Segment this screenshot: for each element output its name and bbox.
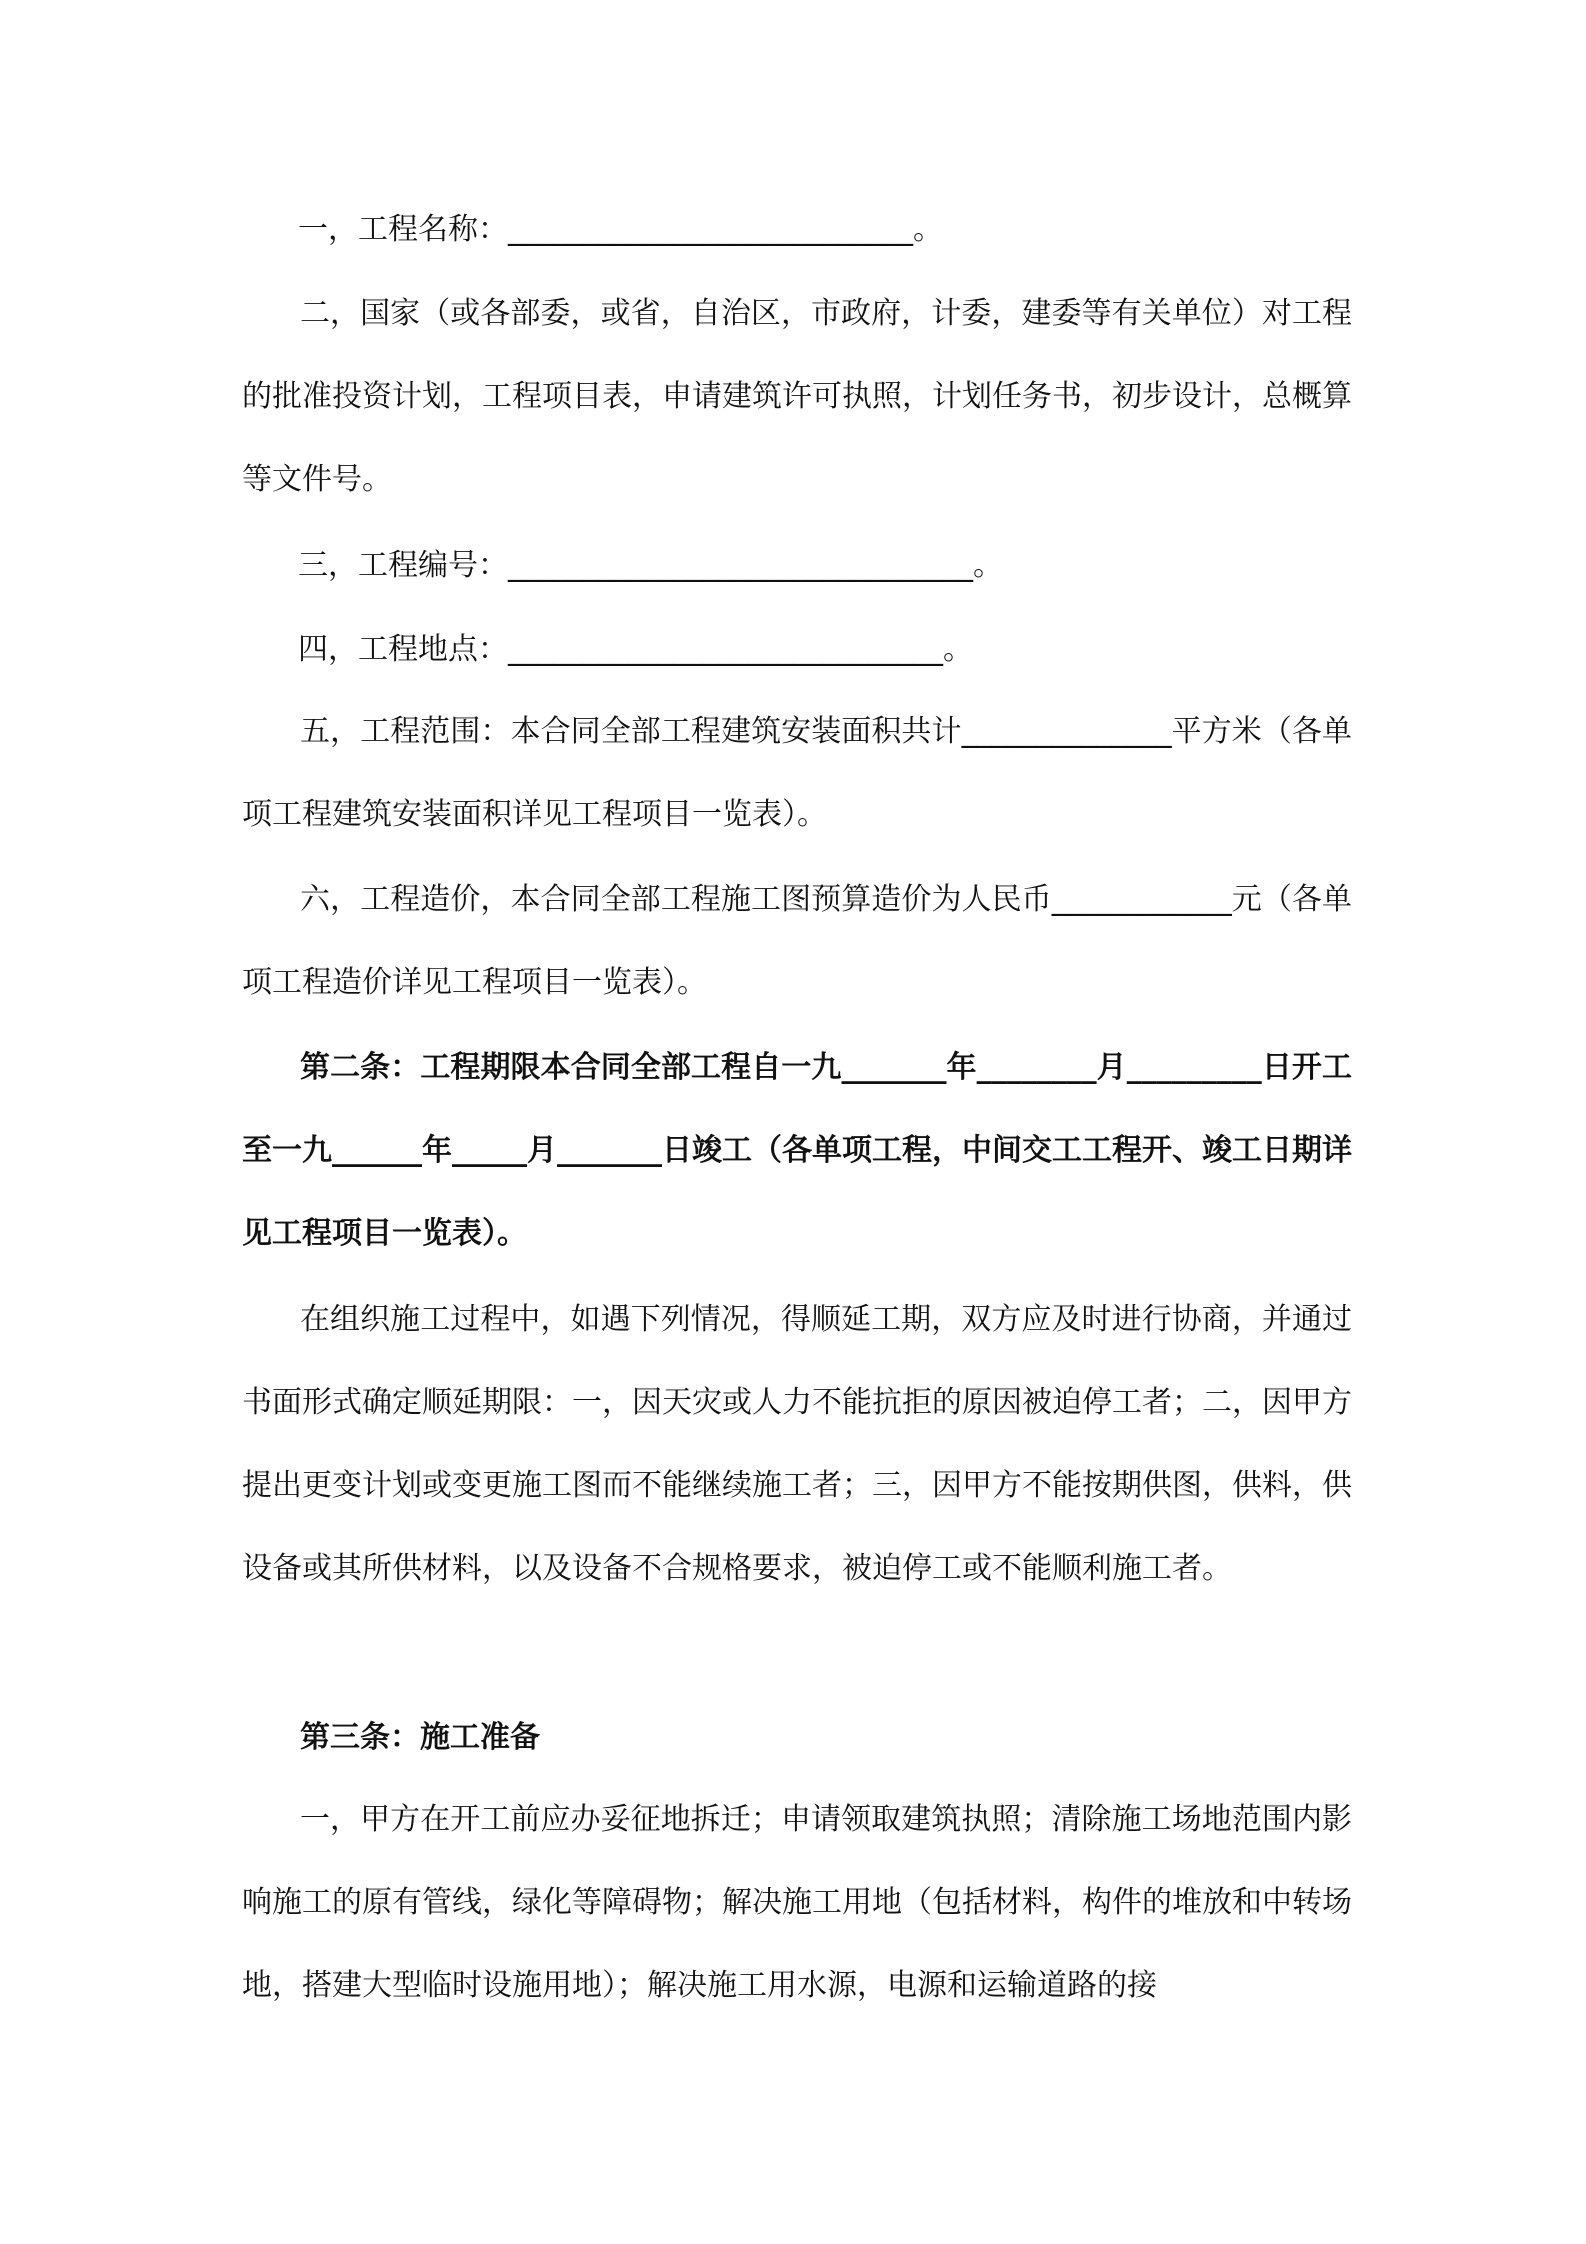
- project-number-line: 三，工程编号：_______________________________。: [298, 548, 1003, 583]
- project-cost-paragraph: 六，工程造价，本合同全部工程施工图预算造价为人民币____________元（各单项工程造价详见工程项目一览表）。: [242, 882, 1352, 1000]
- delay-conditions-paragraph: 在组织施工过程中，如遇下列情况，得顺延工期，双方应及时进行协商，并通过书面形式确定顺延期限：一，因天灾或人力不能抗拒的原因被迫停工者；二，因甲方提出更变计划或变更施工图而不能继续施工者；三，因甲方不能按期供图，供料，供设备或其所供材料，以及设备不合规格要求，被迫停工或不能顺利施工者。: [242, 1302, 1352, 1586]
- project-name-line: 一，工程名称：___________________________。: [298, 212, 943, 247]
- construction-preparation-paragraph: 一，甲方在开工前应办妥征地拆迁；申请领取建筑执照；清除施工场地范围内影响施工的原有管线，绿化等障碍物；解决施工用地（包括材料，构件的堆放和中转场地，搭建大型临时设施用地）；解决施工用水源，电源和运输道路的接: [242, 1802, 1352, 2003]
- state-approval-paragraph: 二，国家（或各部委，或省，自治区，市政府，计委，建委等有关单位）对工程的批准投资计划，工程项目表，申请建筑许可执照，计划任务书，初步设计，总概算等文件号。: [242, 296, 1352, 497]
- project-location-line: 四，工程地点：_____________________________。: [298, 632, 973, 667]
- article-two-paragraph: 第二条：工程期限本合同全部工程自一九_______年________月_________日开工至一九______年_____月_______日竣工（各单项工程，中间交工工程开、竣工日期详见工程项目一览表）。: [242, 1050, 1352, 1251]
- article-three-heading: 第三条：施工准备: [300, 1720, 540, 1755]
- project-scope-paragraph: 五，工程范围：本合同全部工程建筑安装面积共计______________平方米（各单项工程建筑安装面积详见工程项目一览表）。: [242, 714, 1352, 832]
